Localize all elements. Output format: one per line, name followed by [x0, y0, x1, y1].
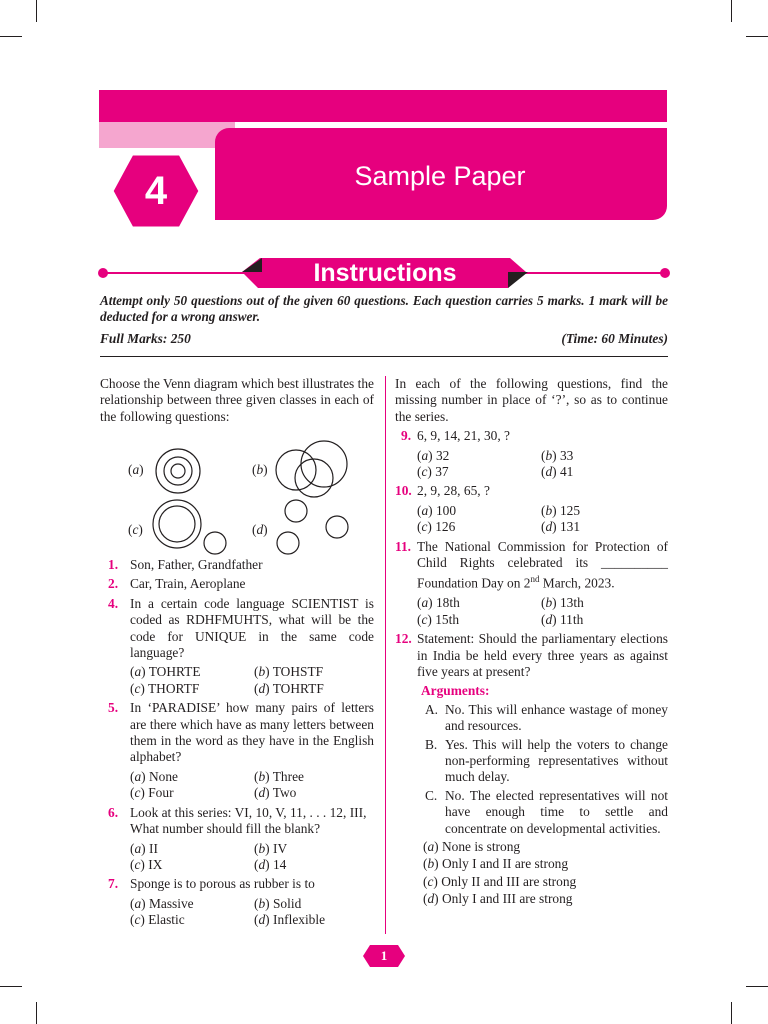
- option[interactable]: (a) None is strong: [423, 839, 521, 855]
- option[interactable]: (a) 18th: [417, 595, 460, 611]
- question-number: 12.: [395, 631, 412, 647]
- option[interactable]: (b) 125: [541, 502, 581, 518]
- instructions-text: Attempt only 50 questions out of the given 60 questions. Each question carries 5 marks. 1 mark will be deducted for a wrong answer.: [100, 293, 668, 325]
- option[interactable]: (d) Only I and III are strong: [423, 891, 573, 907]
- venn-diagram-d: [272, 496, 354, 558]
- option[interactable]: (d) 14: [254, 856, 287, 872]
- venn-label-c: (c): [128, 522, 143, 537]
- option[interactable]: (c) 15th: [417, 611, 460, 627]
- rule-dot: [660, 268, 670, 278]
- header-bar: [99, 90, 667, 122]
- column-divider: [385, 376, 386, 934]
- venn-label-b: (b): [252, 462, 268, 477]
- question-number: 5.: [108, 700, 119, 716]
- option[interactable]: (b) Three: [254, 768, 304, 784]
- question-text: Car, Train, Aeroplane: [130, 576, 246, 592]
- options-5: [108, 769, 374, 802]
- option[interactable]: (d) TOHRTF: [254, 680, 324, 696]
- option[interactable]: (a) 100: [417, 502, 457, 518]
- option[interactable]: (c) Elastic: [130, 912, 185, 928]
- venn-diagram-c: [150, 498, 234, 558]
- option[interactable]: (d) Inflexible: [254, 912, 326, 928]
- crop-mark: [36, 1002, 37, 1024]
- venn-diagram-b: [272, 438, 358, 500]
- options-11: [395, 595, 668, 628]
- question-text: In ‘PARADISE’ how many pairs of letters are there which have as many letters between them in the word as they have in the English alphabet?: [130, 700, 374, 765]
- options-10: [395, 503, 668, 536]
- question-number: 1.: [108, 557, 119, 572]
- option[interactable]: (d) Two: [254, 785, 297, 801]
- option[interactable]: (c) IX: [130, 856, 163, 872]
- question-text: Statement: Should the parliamentary elections in India be held every three years as against five years at present?: [417, 631, 668, 679]
- crop-mark: [746, 986, 768, 987]
- option[interactable]: (c) THORTF: [130, 680, 200, 696]
- options-6: [108, 841, 374, 874]
- option[interactable]: (c) Four: [130, 785, 174, 801]
- option[interactable]: (b) 33: [541, 447, 574, 463]
- venn-intro: Choose the Venn diagram which best illustrates the relationship between three given classes in each of the following questions:: [100, 376, 374, 424]
- crop-mark: [746, 36, 768, 37]
- right-column: [395, 376, 668, 908]
- question-9: [395, 428, 668, 444]
- section-title: Instructions: [313, 259, 457, 287]
- options-12: [395, 839, 668, 908]
- option[interactable]: (d) 131: [541, 519, 581, 535]
- question-number: 6.: [108, 804, 119, 820]
- crop-mark: [36, 0, 37, 22]
- options-7: [108, 896, 374, 929]
- crop-mark: [731, 1002, 732, 1024]
- option[interactable]: (a) 32: [417, 447, 450, 463]
- question-text: Sponge is to porous as rubber is to: [130, 876, 315, 892]
- question-number: 10.: [395, 483, 412, 499]
- venn-diagram-a: [150, 447, 210, 497]
- paper-number: 4: [144, 169, 168, 213]
- crop-mark: [0, 986, 22, 987]
- arguments-label: Arguments:: [421, 683, 490, 699]
- question-1: [108, 557, 374, 573]
- argument-a: A. No. This will enhance wastage of money and resources.: [425, 701, 668, 734]
- option[interactable]: (a) None: [130, 768, 178, 784]
- option[interactable]: (c) 37: [417, 464, 449, 480]
- question-text: 2, 9, 28, 65, ?: [417, 483, 490, 499]
- left-questions: [108, 557, 374, 929]
- question-text: Son, Father, Grandfather: [130, 557, 263, 572]
- argument-c: C. No. The elected representatives will not have enough time to settle and concentrate on developmental activities.: [425, 787, 668, 836]
- rule-dot: [98, 268, 108, 278]
- question-number: 9.: [401, 428, 412, 444]
- full-marks: Full Marks: 250: [100, 331, 191, 346]
- superscript: nd: [530, 574, 540, 585]
- argument-b: B. Yes. This will help the voters to change non-performing representatives without much delay.: [425, 736, 668, 785]
- question-number: 7.: [108, 876, 119, 892]
- question-number: 11.: [395, 538, 411, 554]
- venn-label-a: (a): [128, 462, 144, 477]
- option[interactable]: (b) Only I and II are strong: [423, 856, 569, 872]
- time-limit: (Time: 60 Minutes): [561, 331, 668, 346]
- option[interactable]: (b) Solid: [254, 895, 302, 911]
- question-text: 6, 9, 14, 21, 30, ?: [417, 428, 510, 444]
- page-number: 1: [380, 948, 388, 963]
- left-column: [100, 376, 374, 425]
- question-text: In a certain code language SCIENTIST is coded as RDHFMUHTS, what will be the code for UNIQUE in the same code language?: [130, 595, 374, 661]
- option[interactable]: (c) Only II and III are strong: [423, 873, 577, 889]
- options-9: [395, 448, 668, 481]
- option[interactable]: (b) TOHSTF: [254, 664, 324, 680]
- question-2: [108, 576, 374, 592]
- question-text: Look at this series: VI, 10, V, 11, . . . 12, III, What number should fill the blank?: [130, 804, 367, 837]
- question-10: [395, 483, 668, 499]
- option[interactable]: (b) 13th: [541, 595, 584, 611]
- question-11: [395, 539, 668, 593]
- question-4: [108, 596, 374, 662]
- page-title: Sample Paper: [354, 161, 526, 191]
- venn-label-d: (d): [252, 522, 268, 537]
- option[interactable]: (a) Massive: [130, 895, 194, 911]
- option[interactable]: (d) 11th: [541, 611, 584, 627]
- option[interactable]: (c) 126: [417, 519, 456, 535]
- options-4: [108, 664, 374, 697]
- series-intro: In each of the following questions, find the missing number in place of ‘?’, so as to continue the series.: [395, 376, 668, 424]
- option[interactable]: (b) IV: [254, 840, 288, 856]
- question-text: March, 2023.: [539, 575, 615, 591]
- option[interactable]: (a) TOHRTE: [130, 664, 201, 680]
- option[interactable]: (d) 41: [541, 464, 574, 480]
- question-12: [395, 631, 668, 680]
- question-text: The National Commission for Protection of Child Rights celebrated its __________ Foundation Day on 2: [417, 538, 668, 591]
- crop-mark: [0, 36, 22, 37]
- option[interactable]: (a) II: [130, 840, 158, 856]
- question-6: [108, 805, 374, 838]
- question-number: 2.: [108, 576, 119, 592]
- question-7: [108, 876, 374, 892]
- question-number: 4.: [108, 595, 119, 611]
- question-5: [108, 700, 374, 766]
- crop-mark: [731, 0, 732, 22]
- divider: [100, 356, 668, 357]
